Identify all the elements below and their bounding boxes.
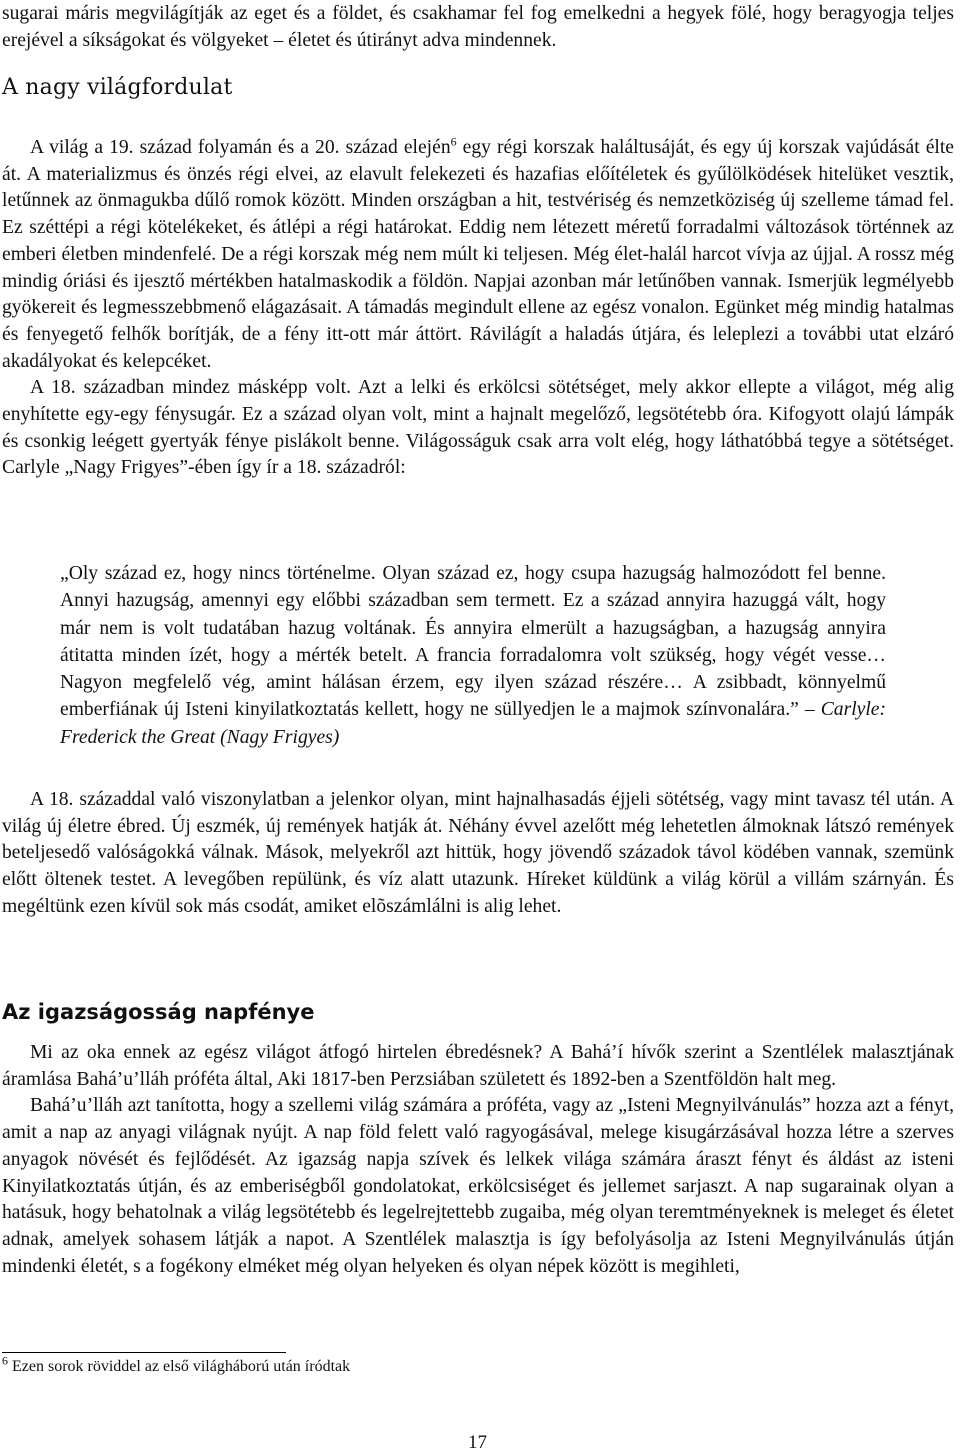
paragraph-2: A 18. században mindez másképp volt. Azt a lelki és erkölcsi sötétséget, mely akkor ellepte a világot, még alig enyhítette egy-egy fénysugár. Ez a század olyan volt, mint a hajnalt megelőző, legsötétebb óra. Kifogyott olajú lámpák és csonkig leégett gyertyák fénye pislákolt benne. Világosságuk csak arra volt elég, hogy láthatóbbá tegye a sötétséget. Carlyle „Nagy Frigyes”-ében így ír a 18. századról: [2, 377, 954, 479]
footnote [2, 1353, 351, 1376]
paragraph-1 [2, 135, 954, 375]
paragraph-text: egy régi korszak haláltusáját, és egy új korszak vajúdását élte át. A materializmus és önzés régi elvei, az elavult felekezeti és hazafias előítéletek és gyűlölködések hitelüket vesztik, letűnnek az önmagukba dűlő romok között. Minden országban a hit, testvériség és nemzetköziség új szelleme támad fel. Ez széttépi a régi kötelékeket, és átlépi a régi határokat. Eddig nem létezett méretű forradalmi változások történnek az emberi életben mindenfelé. De a régi korszak még nem múlt ki teljesen. Még élet-halál harcot vívja az újjal. A rossz még mindig óriási és ijesztő mértékben hatalmaskodik a földön. Napjai azonban már letűnőben vannak. Ismerjük legmélyebb gyökereit és legmesszebbmenő elágazásait. A támadás megindult ellene az egész vonalon. Egünket még mindig hatalmas és fenyegető felhők borítják, de a fény itt-ott már áttört. Rávilágít a haladás útjára, és leleplezi a további utat elzáró akadályokat és kelepcéket. [2, 137, 954, 372]
page-number: 17 [468, 1432, 487, 1453]
quote-source: Carlyle: Frederick the Great (Nagy Frigyes) [60, 699, 886, 748]
paragraph-text: sugarai máris megvilágítják az eget és a földet, és csakhamar fel fog emelkedni a hegyek fölé, hogy beragyogja teljes erejével a síkságokat és völgyeket – életet és útirányt adva mindennek. [2, 3, 954, 51]
paragraph-4: Mi az oka ennek az egész világot átfogó hirtelen ébredésnek? A Bahá’í hívők szerint a Szentlélek malasztjának áramlása Bahá’u’lláh próféta által, Aki 1817-ben Perzsiában született és 1892-ben a Szentföldön halt meg. [2, 1042, 954, 1090]
footnote-mark: 6 [2, 1353, 8, 1368]
paragraph-3: A 18. századdal való viszonylatban a jelenkor olyan, mint hajnalhasadás éjjeli sötétség, vagy mint tavasz tél után. A világ új életre ébred. Új eszmék, új remények hatják át. Néhány évvel azelőtt még lehetetlen álmoknak látszó remények beteljesedő valóságokká válnak. Mások, melyekről azt hittük, hogy jövendő századok távol ködében vannak, szemünk előtt öltenek testet. A levegőben repülünk, és víz alatt utazunk. Híreket küldünk a világ körül a villám szárnyán. És megéltünk ezen kívül sok más csodát, amiket elõszámlálni is alig lehet. [2, 789, 954, 917]
paragraph-text: A világ a 19. század folyamán és a 20. század elején [30, 137, 451, 158]
section-heading-world-turn: A nagy világfordulat [2, 75, 233, 100]
paragraph-3-block [2, 787, 954, 921]
paragraph-continued [2, 1, 954, 54]
footnote-divider [2, 1352, 286, 1353]
paragraph-5: Bahá’u’lláh azt tanította, hogy a szellemi világ számára a próféta, vagy az „Isteni Megnyilvánulás” hozza azt a fényt, amit a nap az anyagi világnak nyújt. A nap föld felett való ragyogásával, melege kisugárzásával hozza létre a szerves anyagok növését és fejlődését. Az igazság napja szívek és lelkek világa számára áraszt fényt és áldást az isteni Kinyilatkoztatás útján, és az emberiségből gondolatokat, erkölcsiséget és jellemet sarjaszt. A nap sugarainak olyan a hatásuk, hogy behatolnak a világ legsötétebb és legelrejtettebb zugaiba, még olyan teremtményeknek is meleget és életet adnak, amelyek sohasem látják a napot. A Szentlélek malasztja is így befolyásolja az Isteni Megnyilvánulás útján mindenki életét, s a fogékony elméket még olyan helyeken és olyan népek között is megihleti, [2, 1095, 954, 1277]
section-body-world-turn [2, 135, 954, 482]
section-heading-sunlight: Az igazságosság napfénye [2, 1000, 315, 1024]
section-body-sunlight [2, 1040, 954, 1280]
quote-text: „Oly század ez, hogy nincs történelme. Olyan század ez, hogy csupa hazugság halmozódott fel benne. Annyi hazugság, amennyi egy előbbi században sem termett. Ez a század annyira hazuggá vált, hogy már nem is volt tudatában hazug voltának. És annyira elmerült a hazugságban, a hazugság annyira átitatta minden ízét, hogy a mérték betelt. A francia forradalomra volt szükség, hogy végét vesse… Nagyon megfelelő vég, amint hálásan érzem, egy ilyen század részére… A zsibbadt, könnyelmű emberfiának új Isteni kinyilatkoztatás kellett, hogy ne süllyedjen le a majmok színvonalára.” – [60, 563, 886, 721]
footnote-ref[interactable]: 6 [450, 134, 457, 149]
footnote-text: Ezen sorok röviddel az első világháború után íródtak [8, 1358, 351, 1375]
block-quote [60, 560, 886, 751]
